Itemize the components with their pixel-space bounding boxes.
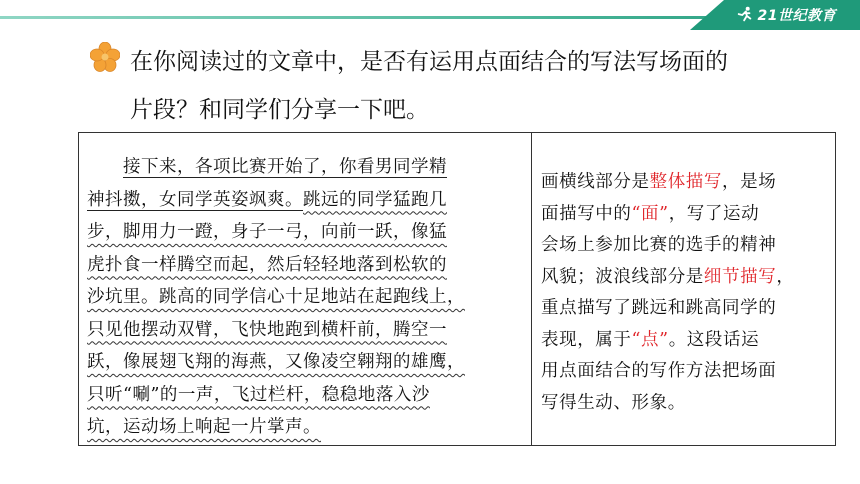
analysis-text: 画横线部分是 [541, 172, 650, 192]
analysis-text: 用点面结合的写作方法把场面 [541, 361, 777, 381]
passage-line [87, 184, 527, 217]
detail-description-text: 步，脚用力一蹬，身子一弓，向前一跃，像猛 [87, 222, 447, 242]
analysis-keyword: “面” [631, 203, 669, 224]
analysis-text: 写得生动、形象。 [541, 392, 686, 413]
detail-description-text: 沙坑里。跳高的同学信心十足地站在起跑线上， [87, 287, 465, 307]
passage-line [87, 314, 527, 347]
passage-line [87, 379, 527, 412]
analysis-line [541, 230, 831, 262]
flower-bullet-icon [90, 42, 120, 72]
analysis-keyword: 细节描写 [703, 266, 777, 287]
overall-description-text: 接下来，各项比赛开始了，你看男同学精 [123, 157, 447, 177]
passage-line [87, 216, 527, 249]
analysis-keyword: “点” [631, 329, 669, 350]
analysis-text: 会场上参加比赛的选手的精神 [541, 235, 777, 255]
detail-description-text: 坑，运动场上响起一片掌声。 [87, 417, 321, 437]
prompt-line-1: 在你阅读过的文章中，是否有运用点面结合的写法写场面的 [130, 49, 728, 75]
analysis-line [541, 199, 831, 231]
passage-line [87, 249, 527, 282]
detail-description-text: 虎扑食一样腾空而起，然后轻轻地落到松软的 [87, 254, 447, 275]
detail-description-text: 只见他摆动双臂，飞快地跑到横杆前，腾空一 [87, 319, 447, 340]
prompt-line-2: 片段？和同学们分享一下吧。 [130, 97, 429, 123]
passage-line [87, 411, 527, 444]
passage-cell [87, 151, 527, 444]
passage-line [87, 346, 527, 379]
analysis-text: 表现，属于 [541, 329, 632, 350]
analysis-text: 重点描写了跳远和跳高同学的 [541, 298, 777, 318]
analysis-text: ，写了运动 [668, 203, 760, 224]
analysis-table [78, 132, 836, 446]
analysis-text: 面描写中的 [541, 203, 632, 224]
analysis-line [541, 167, 831, 199]
analysis-line [541, 388, 831, 420]
overall-description-text: 神抖擞，女同学英姿飒爽。 [87, 189, 303, 210]
passage-line [87, 281, 527, 314]
analysis-line [541, 356, 831, 388]
analysis-keyword: 整体描写 [649, 172, 723, 192]
logo-text: 21世纪教育 [757, 8, 836, 24]
detail-description-text: 只听“唰”的一声，飞过栏杆，稳稳地落入沙 [87, 384, 430, 405]
analysis-line [541, 262, 831, 294]
analysis-text: 风貌；波浪线部分是 [541, 266, 704, 287]
analysis-line [541, 293, 831, 325]
table-divider [531, 133, 532, 445]
analysis-text: ，是场 [722, 172, 777, 192]
runner-icon [736, 6, 754, 24]
discussion-prompt [130, 38, 810, 134]
analysis-line [541, 325, 831, 357]
analysis-cell [541, 167, 831, 419]
detail-description-text: 跃，像展翅飞翔的海燕，又像凌空翱翔的雄鹰， [87, 352, 465, 372]
analysis-text: ， [776, 266, 795, 287]
analysis-text: 。这段话运 [668, 329, 760, 350]
passage-line [87, 151, 527, 184]
brand-logo [736, 4, 836, 26]
header-bar [0, 0, 860, 30]
detail-description-text: 跳远的同学猛跑几 [303, 189, 447, 210]
